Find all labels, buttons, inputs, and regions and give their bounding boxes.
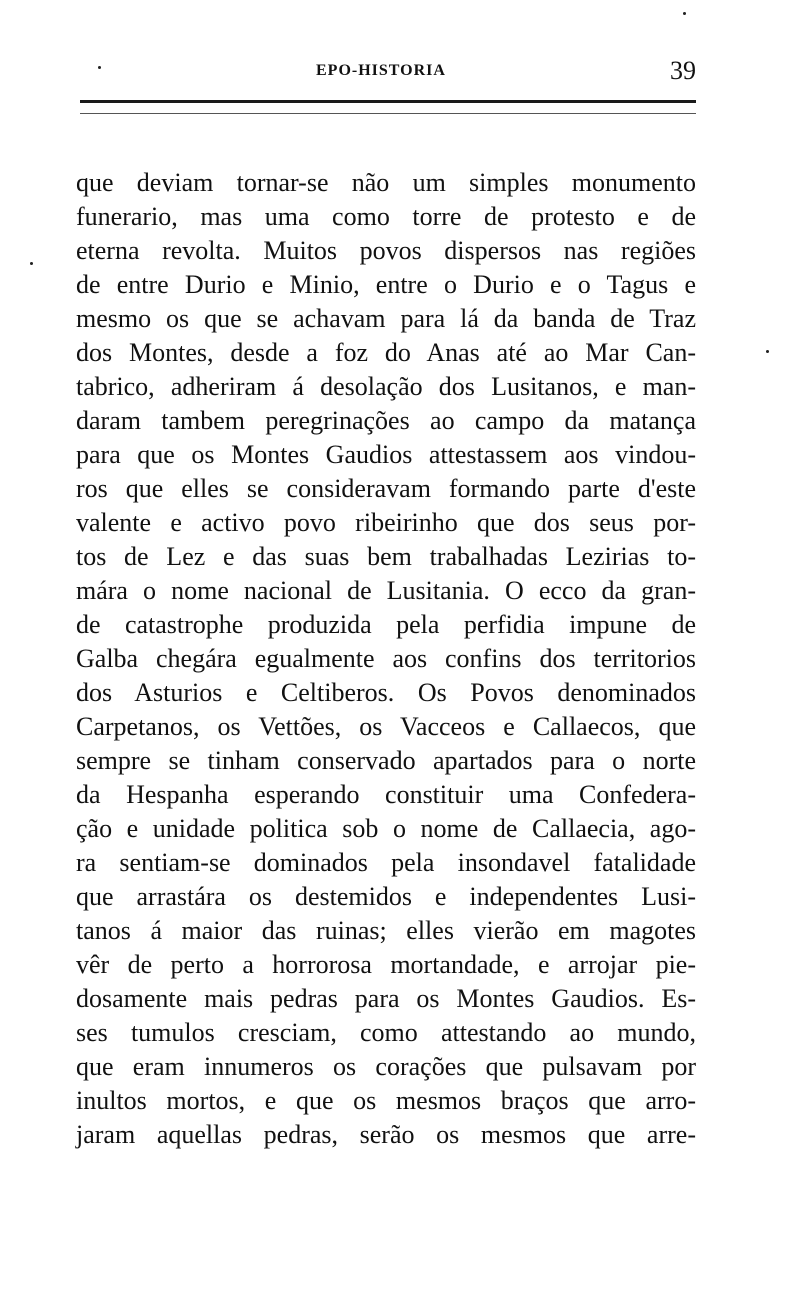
text-line: vêr de perto a horrorosa mortandade, e arrojar pie- [76, 950, 696, 979]
print-speck [683, 12, 686, 15]
text-line: daram tambem peregrinações ao campo da matança [76, 406, 696, 435]
text-line: Galba chegára egualmente aos confins dos territorios [76, 644, 696, 673]
print-speck [766, 350, 769, 353]
text-line: mára o nome nacional de Lusitania. O ecco da gran- [76, 576, 696, 605]
text-line: Carpetanos, os Vettões, os Vacceos e Callaecos, que [76, 712, 696, 741]
header-rule-thin [80, 113, 696, 114]
page-number: 39 [670, 56, 696, 85]
text-line: tanos á maior das ruinas; elles vierão em magotes [76, 916, 696, 945]
text-line: valente e activo povo ribeirinho que dos seus por- [76, 508, 696, 537]
text-line: ses tumulos cresciam, como attestando ao mundo, [76, 1018, 696, 1047]
text-line: inultos mortos, e que os mesmos braços que arro- [76, 1086, 696, 1115]
body-text [76, 166, 696, 1152]
text-line: que eram innumeros os corações que pulsavam por [76, 1052, 696, 1081]
text-line: dosamente mais pedras para os Montes Gaudios. Es- [76, 984, 696, 1013]
text-line: que arrastára os destemidos e independentes Lusi- [76, 882, 696, 911]
print-speck [98, 66, 101, 69]
text-line: dos Montes, desde a foz do Anas até ao Mar Can- [76, 338, 696, 367]
text-line: que deviam tornar-se não um simples monumento [76, 168, 696, 197]
text-line: ra sentiam-se dominados pela insondavel fatalidade [76, 848, 696, 877]
text-line: mesmo os que se achavam para lá da banda de Traz [76, 304, 696, 333]
text-line: sempre se tinham conservado apartados para o norte [76, 746, 696, 775]
text-line: tabrico, adheriram á desolação dos Lusitanos, e man- [76, 372, 696, 401]
print-speck [30, 262, 33, 265]
text-line: jaram aquellas pedras, serão os mesmos que arre- [76, 1120, 696, 1149]
text-line: tos de Lez e das suas bem trabalhadas Lezirias to- [76, 542, 696, 571]
text-line: dos Asturios e Celtiberos. Os Povos denominados [76, 678, 696, 707]
text-line: para que os Montes Gaudios attestassem aos vindou- [76, 440, 696, 469]
text-line: da Hespanha esperando constituir uma Confedera- [76, 780, 696, 809]
text-line: ção e unidade politica sob o nome de Callaecia, ago- [76, 814, 696, 843]
text-line: funerario, mas uma como torre de protesto e de [76, 202, 696, 231]
text-line: ros que elles se consideravam formando parte d'este [76, 474, 696, 503]
text-line: de catastrophe produzida pela perfidia impune de [76, 610, 696, 639]
text-line: de entre Durio e Minio, entre o Durio e o Tagus e [76, 270, 696, 299]
header-rule [80, 100, 696, 103]
text-line: eterna revolta. Muitos povos dispersos nas regiões [76, 236, 696, 265]
running-head: EPO-HISTORIA [316, 62, 446, 79]
